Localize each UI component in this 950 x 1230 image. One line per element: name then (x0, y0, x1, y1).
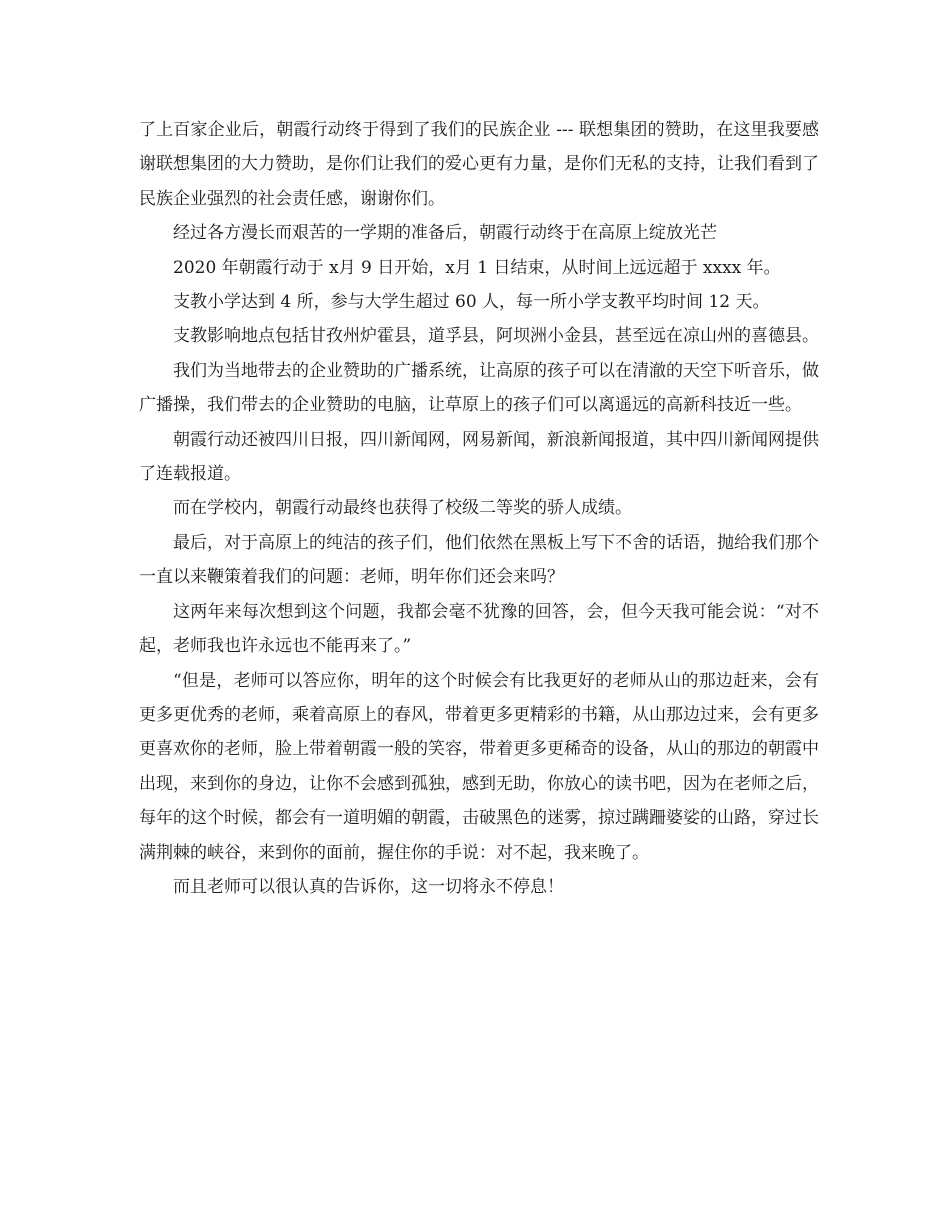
paragraph-4: 支教小学达到 4 所，参与大学生超过 60 人，每一所小学支教平均时间 12 天。 (173, 292, 770, 313)
paragraph-2: 经过各方漫长而艰苦的一学期的准备后，朝霞行动终于在高原上绽放光芒 (173, 223, 717, 244)
paragraph-11: “但是，老师可以答应你，明年的这个时候会有比我更好的老师从山的那边赶来，会有更多更优秀的老师，乘着高原上的春风，带着更多更精彩的书籍，从山那边过来，会有更多更喜欢你的老师，脸上带着朝霞一般的笑容，带着更多更稀奇的设备，从山的那边的朝霞中出现，来到你的身边，让你不会感到孤独，感到无助，你放心的读书吧，因为在老师之后，每年的这个时候，都会有一道明媚的朝霞，击破黑色的迷雾，掠过蹒跚婆娑的山路，穿过长满荆棘的峡谷，来到你的面前，握住你的手说：对不起，我来晚了。 (139, 670, 819, 863)
paragraph-8: 而在学校内，朝霞行动最终也获得了校级二等奖的骄人成绩。 (173, 498, 632, 519)
document-body (139, 113, 819, 904)
paragraph-1: 了上百家企业后，朝霞行动终于得到了我们的民族企业 --- 联想集团的赞助，在这里我要感谢联想集团的大力赞助，是你们让我们的爱心更有力量，是你们无私的支持，让我们看到了民族企业强烈的社会责任感，谢谢你们。 (139, 120, 819, 209)
paragraph-7: 朝霞行动还被四川日报，四川新闻网，网易新闻，新浪新闻报道，其中四川新闻网提供了连载报道。 (139, 429, 819, 485)
paragraph-10: 这两年来每次想到这个问题，我都会毫不犹豫的回答，会，但今天我可能会说：“对不起，老师我也许永远也不能再来了。” (139, 601, 819, 657)
paragraph-12: 而且老师可以很认真的告诉你，这一切将永不停息！ (173, 876, 564, 897)
paragraph-3: 2020 年朝霞行动于 x月 9 日开始，x月 1 日结束，从时间上远远超于 xxxx 年。 (173, 257, 781, 278)
paragraph-5: 支教影响地点包括甘孜州炉霍县，道孚县，阿坝洲小金县，甚至远在凉山州的喜德县。 (173, 326, 819, 347)
paragraph-6: 我们为当地带去的企业赞助的广播系统，让高原的孩子可以在清澈的天空下听音乐，做广播操，我们带去的企业赞助的电脑，让草原上的孩子们可以离遥远的高新科技近一些。 (139, 360, 819, 416)
paragraph-9: 最后，对于高原上的纯洁的孩子们，他们依然在黑板上写下不舍的话语，抛给我们那个一直以来鞭策着我们的问题：老师，明年你们还会来吗？ (139, 532, 819, 588)
